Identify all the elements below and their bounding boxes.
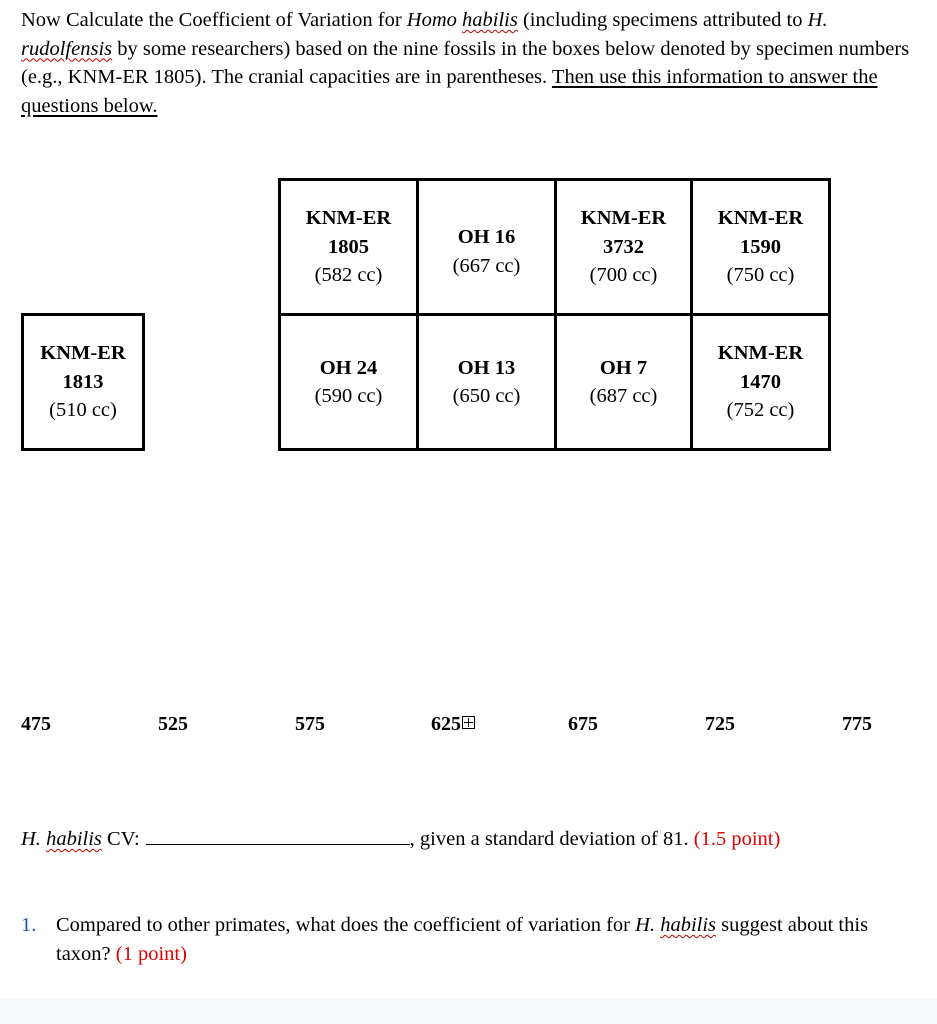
cranial-capacity: (510 cc)	[49, 399, 117, 422]
intro-h-abbrev: H.	[807, 9, 828, 31]
cranial-capacity: (752 cc)	[726, 399, 795, 422]
scale-label-525: 525	[158, 713, 188, 735]
question-habilis: habilis	[660, 914, 717, 936]
scale-label-775: 775	[842, 713, 872, 735]
question-text-2: suggest about this taxon?	[56, 914, 869, 965]
cv-h-abbrev: H.	[21, 828, 41, 850]
table-move-handle-icon[interactable]	[462, 716, 475, 729]
cv-points: (1.5 point)	[693, 828, 781, 850]
fossil-id-number: 1813	[62, 370, 104, 393]
intro-habilis: habilis	[462, 9, 518, 31]
question-h-abbrev: H.	[635, 914, 656, 936]
question-text: Compared to other primates, what does the coefficient of variation for	[56, 914, 636, 936]
scale-label-675: 675	[568, 713, 598, 735]
fossil-id: OH 13	[457, 356, 516, 379]
scale-label-575: 575	[295, 713, 325, 735]
intro-text-2: (including specimens attributed to	[517, 9, 808, 31]
question-1-text	[56, 911, 901, 968]
fossil-id: OH 24	[319, 356, 378, 379]
fossil-box-knm-er-1470	[690, 313, 831, 451]
fossil-id-number: 1470	[740, 370, 781, 393]
instructions-paragraph	[21, 6, 921, 120]
cranial-capacity: (687 cc)	[589, 385, 658, 407]
fossil-id-number: 3732	[603, 235, 644, 258]
cranial-capacity: (650 cc)	[452, 385, 521, 407]
fossil-id: KNM-ER	[717, 207, 804, 230]
intro-text: Now Calculate the Coefficient of Variation for	[21, 9, 407, 31]
fossil-id: KNM-ER	[40, 342, 126, 365]
fossil-box-oh-7	[554, 313, 693, 451]
fossil-box-knm-er-1590	[690, 178, 831, 316]
fossil-id: KNM-ER	[305, 207, 392, 230]
cranial-capacity: (700 cc)	[589, 264, 658, 287]
intro-underlined-instruction: Then use this information to answer the questions below.	[21, 66, 878, 117]
question-points: (1 point)	[115, 942, 187, 965]
fossil-box-knm-er-3732	[554, 178, 693, 316]
scale-label-625-text: 625	[431, 713, 461, 735]
cv-habilis: habilis	[46, 828, 102, 850]
intro-text-3: by some researchers) based on the nine fossils in the boxes below denoted by specimen numbers (e.g., KNM-ER 1805). The cranial capacities are in parentheses.	[21, 37, 910, 88]
fossil-id: KNM-ER	[580, 207, 667, 230]
fossil-box-oh-24	[278, 313, 419, 451]
intro-homo: Homo	[406, 9, 457, 31]
cv-answer-line	[21, 826, 780, 851]
fossil-id: OH 7	[599, 356, 648, 379]
question-number: 1.	[21, 914, 37, 936]
cranial-capacity: (590 cc)	[314, 385, 383, 407]
scale-label-475: 475	[21, 713, 51, 735]
cranial-capacity: (582 cc)	[314, 264, 383, 287]
scale-label-725: 725	[705, 713, 735, 735]
fossil-id: KNM-ER	[717, 342, 804, 365]
fossil-box-oh-13	[416, 313, 557, 451]
cv-answer-blank[interactable]	[146, 826, 410, 845]
question-1	[21, 911, 901, 968]
fossil-box-knm-er-1813	[21, 313, 145, 451]
scale-label-625	[431, 713, 475, 736]
fossil-id-number: 1590	[740, 235, 781, 258]
fossil-box-oh-16	[416, 178, 557, 316]
fossil-id-number: 1805	[328, 235, 369, 258]
page-bottom-band	[0, 998, 937, 1024]
cv-label: CV:	[101, 828, 140, 850]
fossil-box-knm-er-1805	[278, 178, 419, 316]
cranial-capacity: (750 cc)	[726, 264, 795, 287]
cranial-capacity: (667 cc)	[452, 254, 521, 277]
fossil-id: OH 16	[457, 226, 516, 248]
cv-given-text: , given a standard deviation of 81.	[409, 828, 694, 850]
intro-rudolfensis: rudolfensis	[21, 37, 113, 60]
